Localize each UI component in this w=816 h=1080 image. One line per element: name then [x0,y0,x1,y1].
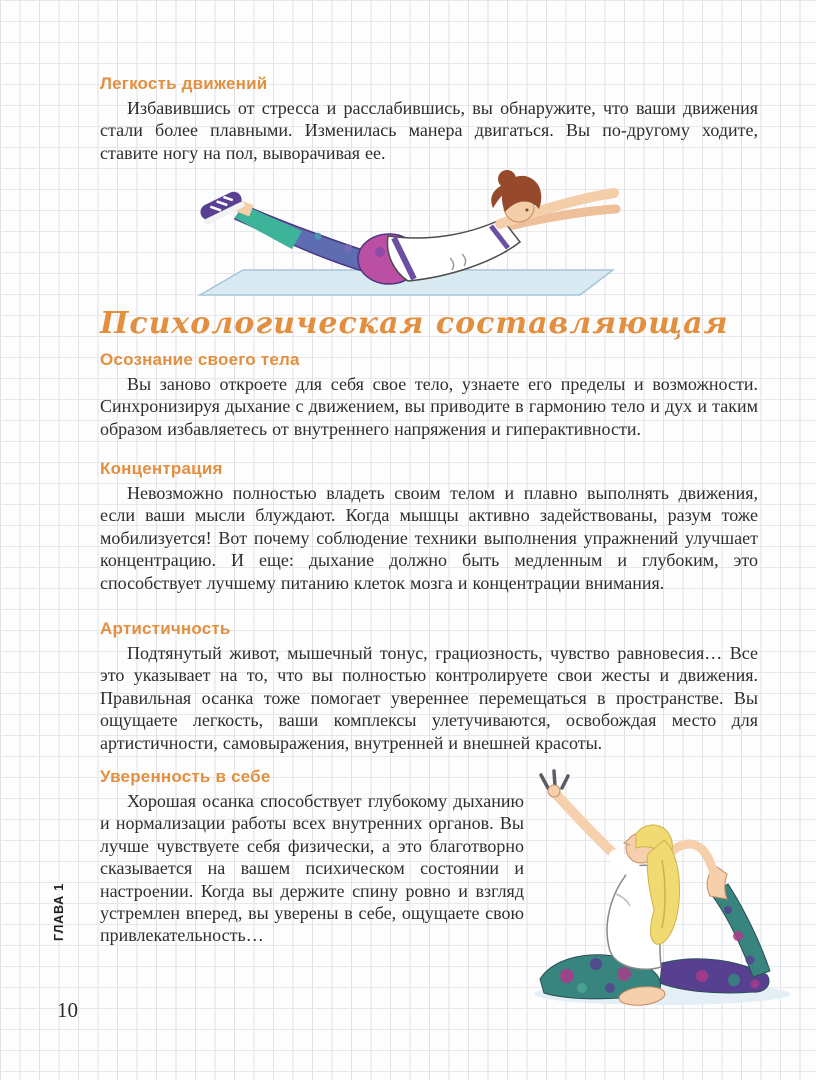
page-number: 10 [57,998,78,1022]
section-heading: Уверенность в себе [100,767,271,786]
section-paragraph: Избавившись от стресса и расслабившись, вы обнаружите, что ваши движения стали более плавными. Изменилась манера двигаться. Вы по-другому ходите, ставите ногу на пол, выворачивая ее. [100,98,758,163]
section-paragraph: Невозможно полностью владеть своим телом и плавно выполнять движения, если ваши мысли блуждают. Когда мышцы активно задействованы, разум тоже мобилизуется! Вот почему соблюдение техники выполнения упражнений улучшает концентрацию. И еще: дыхание должно быть медленным и глубоким, это способствует лучшему питанию клеток мозга и концентрации внимания. [100,483,758,593]
section-paragraph: Подтянутый живот, мышечный тонус, грациозность, чувство равновесия… Все это указывает на то, что вы полностью контролируете свои жесты и движения. Правильная осанка тоже помогает увереннее перемещаться в пространстве. Вы ощущаете легкость, ваши комплексы улетучиваются, освобождая место для артистичности, самовыражения, внутренней и внешней красоты. [100,643,758,753]
chapter-tab: ГЛАВА 1 [52,882,66,941]
seated-mermaid-pose-illustration [512,764,804,1014]
section-heading: Осознание своего тела [100,350,300,369]
section-paragraph: Хорошая осанка способствует глубокому дыханию и нормализации работы всех внутренних органов. Вы лучше чувствуете себя физически, а это благотворно сказывается на вашем психическом состоянии и настроении. Когда вы держите спину ровно и взгляд устремлен вперед, вы уверены в себе, ощущаете свою привлекательность… [100,791,524,946]
section-lightness [100,74,758,164]
section-heading: Концентрация [100,459,223,478]
section-artistry [100,619,758,754]
section-concentration [100,459,758,594]
section-heading: Легкость движений [100,74,268,93]
section-paragraph: Вы заново откроете для себя свое тело, узнаете его пределы и возможности. Синхронизируя дыхание с движением, вы приводите в гармонию тело и дух и таким образом избавляетесь от внутреннего напряжения и гиперактивности. [100,374,758,439]
section-heading: Артистичность [100,619,231,638]
section-awareness [100,350,758,440]
section-confidence [100,767,524,947]
page-content [100,0,758,1080]
script-heading: Психологическая составляющая [100,306,729,341]
prone-back-extension-pose-illustration [188,166,625,302]
